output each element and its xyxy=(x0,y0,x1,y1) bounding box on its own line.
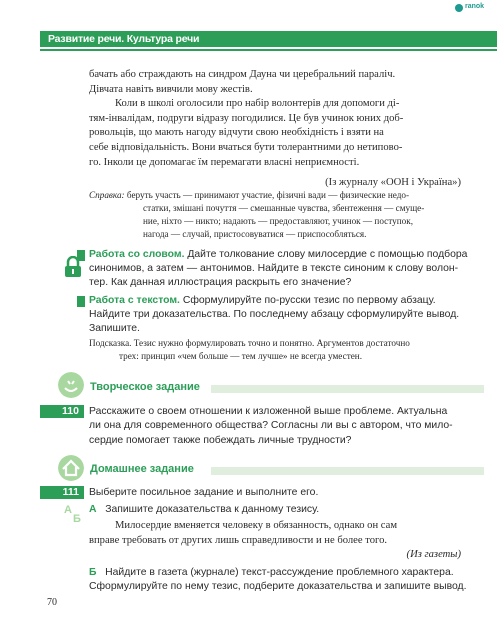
exercise-number-badge xyxy=(40,486,84,499)
task-marker-icon xyxy=(77,250,85,261)
task-line: синонимов, а затем — антонимов. Найдите в тексте синоним к слову волон- xyxy=(89,263,459,275)
logo-text: ranok xyxy=(465,3,485,10)
passage-line: бачать або страждають на синдром Дауна чи церебральний параліч. xyxy=(89,69,396,80)
task-line: Запишите. xyxy=(89,323,140,335)
creative-task-text xyxy=(89,405,465,448)
home-icon xyxy=(58,455,84,481)
hint-note xyxy=(89,337,469,363)
vocab-line: нагода — случай, пристосовуватися — приспособляться. xyxy=(143,229,367,239)
vocab-note xyxy=(89,189,461,241)
homework-intro: Выберите посильное задание и выполните его. xyxy=(89,487,319,498)
vocab-line: ние, ніхто — никто; надають — предоставляют, учинок — поступок, xyxy=(143,216,413,226)
passage-source: (Із журналу «ООН і Україна») xyxy=(325,177,461,189)
section-rule xyxy=(211,467,484,475)
task-line: Найдите три доказательства. По последнему абзацу сформулируйте вывод. xyxy=(89,309,460,321)
option-letter: А xyxy=(89,504,97,515)
option-letter: Б xyxy=(89,567,97,578)
option-text: Найдите в газета (журнале) текст-рассуждение проблемного характера. xyxy=(105,567,454,578)
thesis-line: вправе требовать от других лишь справедливости и не более того. xyxy=(89,534,388,546)
svg-text:А: А xyxy=(64,504,72,516)
vocab-label: Справка: xyxy=(89,190,125,200)
task-marker-icon xyxy=(77,296,85,307)
task-text-work xyxy=(89,294,464,337)
passage-text xyxy=(89,68,461,191)
passage-line: тям-інвалідам, подруги відразу погодилися. Це був учинок юних доб- xyxy=(89,112,404,124)
logo-mark-icon xyxy=(455,4,463,12)
exercise-number-badge xyxy=(40,405,84,418)
passage-line: ровольців, що мають нагоду відчути свою необхідність і взяти на xyxy=(89,127,384,139)
task-title: Работа с текстом. xyxy=(89,295,180,306)
passage-line: Дівчата навіть вивчили мову жестів. xyxy=(89,83,253,95)
passage-line: себе відповідальність. Вони вчаться бути толерантними до нетипово- xyxy=(89,141,403,153)
vocab-line: статки, змішані почуття — смешанные чувства, збентеження — смуще- xyxy=(143,203,425,213)
thesis-source: (Из газеты) xyxy=(406,549,461,561)
exercise-number: 110 xyxy=(62,405,79,417)
option-text: Запишите доказательства к данному тезису. xyxy=(105,504,320,515)
section-title: Домашнее задание xyxy=(90,463,194,475)
creative-section-header xyxy=(86,383,484,395)
homework-section-header xyxy=(86,465,484,477)
task-line: тер. Как данная иллюстрация раскрыть его значение? xyxy=(89,277,352,289)
task-line: Дайте толкование слову милосердие с помощью подбора xyxy=(184,249,468,260)
task-title: Работа со словом. xyxy=(89,249,185,260)
alphabet-icon xyxy=(64,503,86,523)
task-line: Сформулируйте по-русски тезис по первому абзацу. xyxy=(179,295,436,306)
page-number: 70 xyxy=(47,597,57,608)
body-line: Расскажите о своем отношении к изложенной выше проблеме. Актуальна xyxy=(89,406,448,417)
exercise-number: 111 xyxy=(62,486,79,498)
thesis-quote xyxy=(89,519,461,563)
svg-text:Б: Б xyxy=(73,513,81,523)
passage-line: го. Інколи це допомагає їм перемагати власні неприємності. xyxy=(89,156,360,168)
passage-line: Коли в школі оголосили про набір волонтерів для допомоги ді- xyxy=(115,98,400,110)
body-line: ли она для современного общества? Согласны ли вы с автором, что мило- xyxy=(89,420,453,432)
homework-option-b xyxy=(89,566,465,595)
section-rule xyxy=(211,385,484,393)
task-word-work xyxy=(89,248,468,291)
vocab-line: беруть участь — принимают участие, фізичні вади — физические недо- xyxy=(126,190,410,200)
thesis-line: Милосердие вменяется человеку в обязанность, однако он сам xyxy=(115,520,398,531)
chapter-header xyxy=(40,31,497,47)
option-text: Сформулируйте по нему тезис, подберите доказательства и запишите вывод. xyxy=(89,581,467,593)
chapter-title: Развитие речи. Культура речи xyxy=(48,33,200,45)
publisher-logo xyxy=(455,3,491,13)
hint-line: трех: принцип «чем больше — тем лучше» не всегда уместен. xyxy=(119,351,362,361)
section-title: Творческое задание xyxy=(90,381,200,393)
body-line: сердие помогает также побеждать личные трудности? xyxy=(89,434,352,446)
header-divider xyxy=(40,49,497,51)
homework-option-a xyxy=(89,503,465,517)
hint-line: Подсказка. Тезис нужно формулировать точно и понятно. Аргументов достаточно xyxy=(89,338,410,348)
creative-icon xyxy=(58,372,84,398)
